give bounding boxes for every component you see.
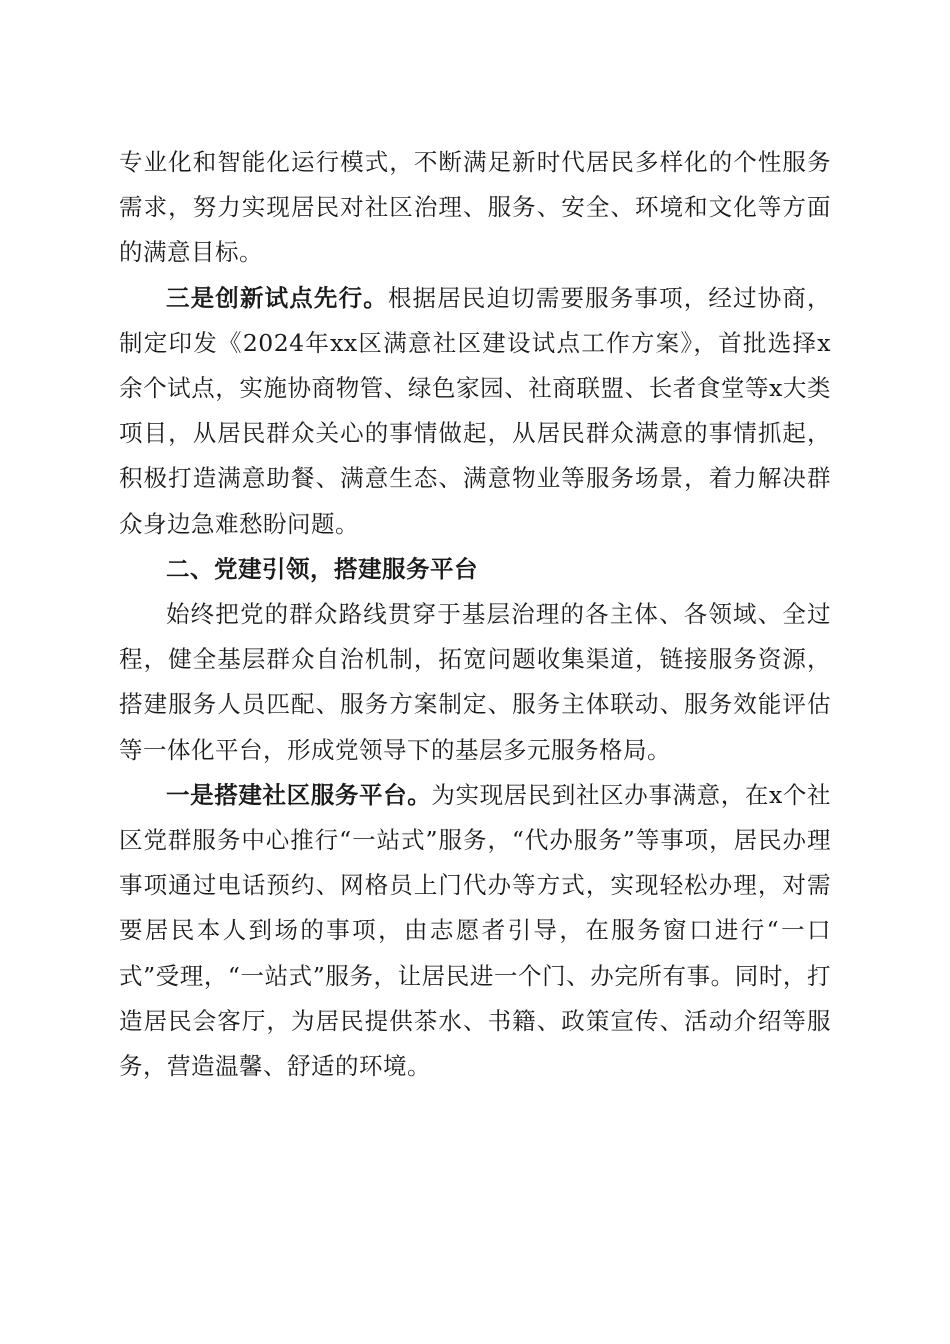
paragraph-lead: 一是搭建社区服务平台。 <box>166 780 432 809</box>
paragraph-continuation <box>119 140 831 276</box>
paragraph-text: 专业化和智能化运行模式，不断满足新时代居民多样化的个性服务需求，努力实现居民对社区治理、服务、安全、环境和文化等方面的满意目标。 <box>119 148 831 267</box>
paragraph-service-platform <box>119 773 831 1089</box>
paragraph-text: 根据居民迫切需要服务事项，经过协商，制定印发《2024年xx区满意社区建设试点工作方案》，首批选择x余个试点，实施协商物管、绿色家园、社商联盟、长者食堂等x大类项目，从居民群众关心的事情做起，从居民群众满意的事情抓起，积极打造满意助餐、满意生态、满意物业等服务场景，着力解决群众身边急难愁盼问题。 <box>119 283 832 538</box>
paragraph-party-building <box>119 592 831 773</box>
paragraph-lead: 三是创新试点先行。 <box>166 283 388 312</box>
paragraph-text: 始终把党的群众路线贯穿于基层治理的各主体、各领域、全过程，健全基层群众自治机制，拓宽问题收集渠道，链接服务资源，搭建服务人员匹配、服务方案制定、服务主体联动、服务效能评估等一体化平台，形成党领导下的基层多元服务格局。 <box>119 600 831 764</box>
section-heading: 二、党建引领，搭建服务平台 <box>166 554 478 583</box>
document-page <box>119 140 831 1089</box>
paragraph-text: 为实现居民到社区办事满意，在x个社区党群服务中心推行“一站式”服务，“代办服务”等事项，居民办理事项通过电话预约、网格员上门代办等方式，实现轻松办理，对需要居民本人到场的事项，由志愿者引导，在服务窗口进行“一口式”受理，“一站式”服务，让居民进一个门、办完所有事。同时，打造居民会客厅，为居民提供茶水、书籍、政策宣传、活动介绍等服务，营造温馨、舒适的环境。 <box>119 780 831 1081</box>
paragraph-pilot-first <box>119 276 831 547</box>
